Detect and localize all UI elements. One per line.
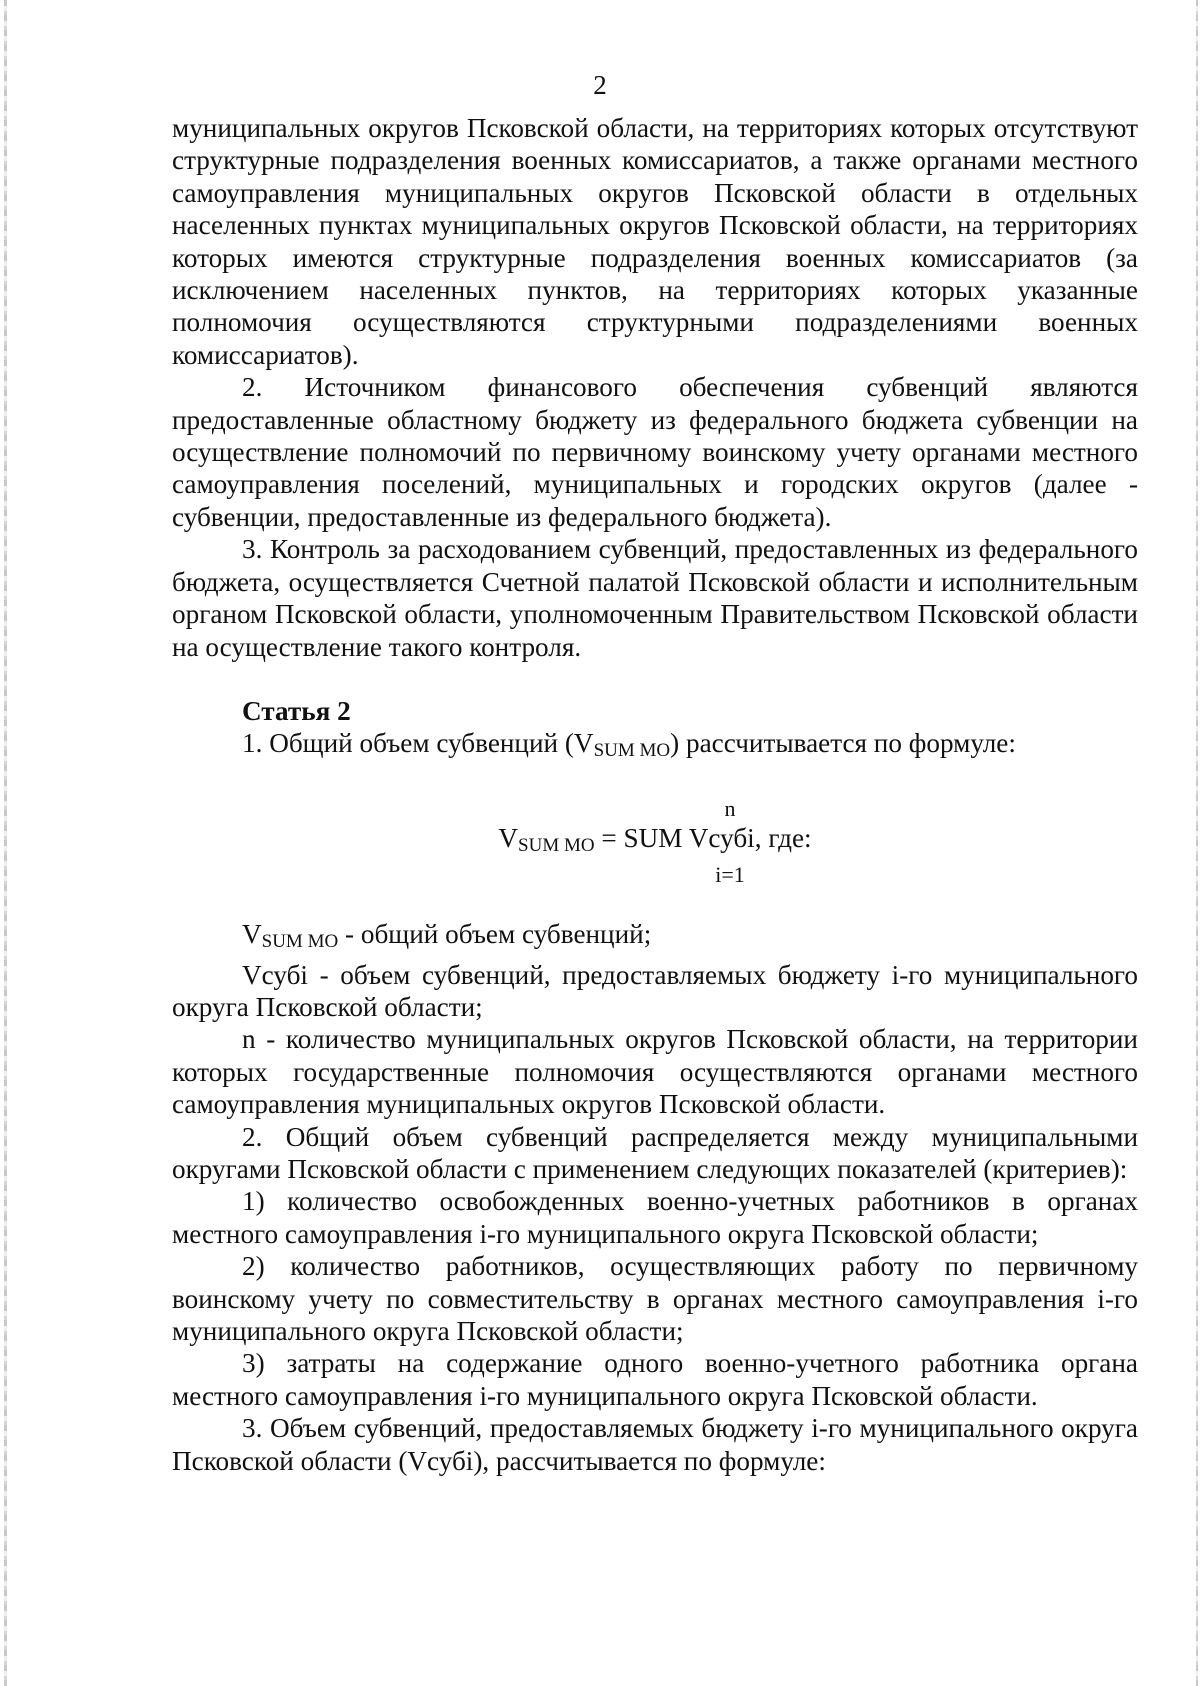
criterion-3: 3) затраты на содержание одного военно-учетного работника органа местного самоуправления i-го муниципального округа Псковской области. [172,1348,1138,1411]
definition-total-subscript: SUM MO [261,931,339,953]
definition-total [172,918,1138,958]
paragraph-item-2: 2. Источником финансового обеспечения субвенций являются предоставленные областному бюджету из федерального бюджета субвенции на осуществление полномочий по первичному воинскому учету органами местного самоуправления поселений, муниципальных и городских округов (далее - субвенции, предоставленные из федерального бюджета). [172,372,1138,532]
definition-total-text: - общий объем субвенций; [338,919,652,950]
formula-lower-limit: i=1 [715,862,745,888]
paragraph-criteria: 2. Общий объем субвенций распределяется между муниципальными округами Псковской области с применением следующих показателей (критериев): [172,1121,1138,1184]
article-paragraph-1 [172,727,1138,767]
article-heading: Статья 2 [242,695,351,726]
definition-n: n - количество муниципальных округов Псковской области, на территории которых государственные полномочия осуществляются органами местного самоуправления муниципальных округов Псковской области. [172,1024,1138,1120]
formula-rest: = SUM Vсубi, где: [594,822,812,853]
formula-main-line [172,822,1138,862]
formula-upper-limit: n [724,795,736,821]
scan-edge-right [1196,0,1198,1686]
document-body [172,112,1138,1477]
definition-total-v: V [242,919,262,950]
criterion-1: 1) количество освобожденных военно-учетных работников в органах местного самоуправления i-го муниципального округа Псковской области; [172,1186,1138,1249]
article-p1-subscript: SUM MO [593,740,671,762]
formula-subscript: SUM MO [518,834,595,856]
article-p1-before: 1. Общий объем субвенций (V [242,728,594,759]
paragraph-continuation: муниципальных округов Псковской области, на территориях которых отсутствуют структурные подразделения военных комиссариатов, а также органами местного самоуправления муниципальных округов Псковской области в отдельных населенных пунктах муниципальных округов Псковской области, на территориях которых имеются структурные подразделения военных комиссариатов (за исключением населенных пунктов, на территориях которых указанные полномочия осуществляются структурными подразделениями военных комиссариатов). [172,113,1138,370]
page-number: 2 [593,70,607,100]
article-p1-after: ) рассчитывается по формуле: [670,728,1016,759]
criterion-2: 2) количество работников, осуществляющих работу по первичному воинскому учету по совместительству в органах местного самоуправления i-го муниципального округа Псковской области; [172,1251,1138,1346]
paragraph-item-3: 3. Контроль за расходованием субвенций, предоставленных из федерального бюджета, осуществляется Счетной палатой Псковской области и исполнительным органом Псковской области, уполномоченным Правительством Псковской области на осуществление такого контроля. [172,534,1138,662]
definition-vsubi: Vсубi - объем субвенций, предоставляемых бюджету i-го муниципального округа Псковской области; [172,959,1138,1022]
paragraph-item-3-formula: 3. Объем субвенций, предоставляемых бюджету i-го муниципального округа Псковской области (Vсубi), рассчитывается по формуле: [172,1413,1138,1476]
formula-v: V [498,822,519,853]
scan-edge-left [4,0,7,1686]
sum-formula [172,796,1138,888]
